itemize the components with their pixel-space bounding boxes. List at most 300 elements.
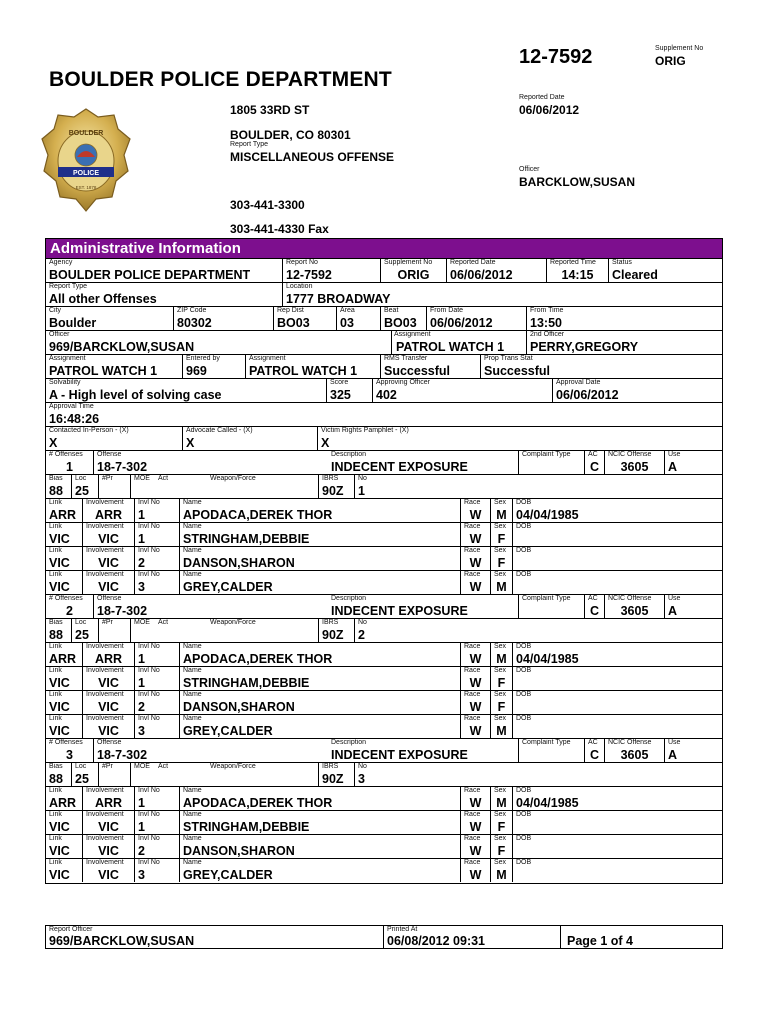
race-label: Race: [464, 691, 481, 698]
involvement-label: Involvement: [86, 523, 124, 530]
rep-time: 14:15: [561, 268, 594, 282]
race: W: [469, 820, 482, 834]
person-name: STRINGHAM,DEBBIE: [183, 676, 310, 690]
involvement: VIC: [98, 676, 119, 690]
offense-label: Offense: [97, 595, 122, 602]
bias: 88: [49, 484, 63, 498]
link: ARR: [49, 508, 77, 522]
description: INDECENT EXPOSURE: [331, 748, 468, 762]
use: A: [668, 460, 678, 474]
apprtime-label: Approval Time: [49, 403, 94, 410]
person-name: APODACA,DEREK THOR: [183, 796, 333, 810]
num-offenses-label: # Offenses: [49, 451, 83, 458]
description-label: Description: [331, 595, 367, 602]
supp-label: Supplement No: [384, 259, 433, 266]
loc: 25: [75, 628, 89, 642]
printed-at: 06/08/2012 09:31: [387, 934, 486, 948]
badge-est-text: EST. 1878: [75, 185, 97, 190]
report-type: MISCELLANEOUS OFFENSE: [230, 150, 395, 164]
weapon-label: Weapon/Force: [210, 475, 256, 482]
bias: 88: [49, 772, 63, 786]
apprdate-label: Approval Date: [556, 379, 601, 386]
involvement: ARR: [94, 508, 123, 522]
loc-label: Loc: [75, 763, 87, 770]
invl-no-label: Invl No: [138, 787, 160, 794]
rtype-label: Report Type: [49, 283, 88, 290]
ibrs: 90Z: [322, 628, 344, 642]
name-label: Name: [183, 571, 202, 578]
person-name: STRINGHAM,DEBBIE: [183, 532, 310, 546]
person-name: GREY,CALDER: [183, 868, 273, 882]
pr-label: #Pr: [102, 763, 113, 770]
police-badge-logo: [40, 105, 132, 215]
offense-row: [46, 594, 722, 618]
link-label: Link: [49, 787, 62, 794]
involvement-label: Involvement: [86, 811, 124, 818]
administrative-form: [45, 238, 723, 884]
offense-row: [46, 738, 722, 762]
num-offenses-label: # Offenses: [49, 739, 83, 746]
race: W: [469, 844, 482, 858]
description: INDECENT EXPOSURE: [331, 460, 468, 474]
dob-label: DOB: [516, 523, 532, 530]
person-name: GREY,CALDER: [183, 724, 273, 738]
person-row: [46, 858, 722, 882]
sex: F: [497, 532, 506, 546]
involvement-label: Involvement: [86, 643, 124, 650]
off2-label: 2nd Officer: [530, 331, 565, 338]
link: ARR: [49, 796, 77, 810]
ncic-label: NCIC Offense: [608, 595, 652, 602]
row-officer: [46, 330, 722, 354]
person-row: [46, 522, 722, 546]
advocate: X: [186, 436, 195, 450]
num-offenses: 2: [66, 604, 73, 618]
invl-no-label: Invl No: [138, 667, 160, 674]
ac-label: AC: [588, 451, 598, 458]
act-label: Act: [158, 763, 169, 770]
row-city: [46, 306, 722, 330]
race-label: Race: [464, 643, 481, 650]
ncic: 3605: [620, 460, 649, 474]
dob-label: DOB: [516, 643, 532, 650]
description-label: Description: [331, 739, 367, 746]
repdist: BO03: [277, 316, 310, 330]
involvement-label: Involvement: [86, 547, 124, 554]
bias-label: Bias: [49, 763, 63, 770]
phone: 303-441-3300: [230, 198, 305, 212]
link-label: Link: [49, 643, 62, 650]
person-name: DANSON,SHARON: [183, 700, 295, 714]
link-label: Link: [49, 715, 62, 722]
person-name: GREY,CALDER: [183, 580, 273, 594]
status: Cleared: [612, 268, 658, 282]
sex-label: Sex: [494, 523, 507, 530]
invl-no: 2: [138, 556, 145, 570]
contact: X: [49, 436, 58, 450]
bias-row: [46, 474, 722, 498]
address-line-2: BOULDER, CO 80301: [230, 128, 351, 142]
name-label: Name: [183, 547, 202, 554]
invl-no-label: Invl No: [138, 859, 160, 866]
victim: X: [321, 436, 330, 450]
num-offenses: 3: [66, 748, 73, 762]
link-label: Link: [49, 811, 62, 818]
ncic: 3605: [620, 748, 649, 762]
invl-no: 3: [138, 868, 145, 882]
loc-label: Loc: [75, 475, 87, 482]
dob: 04/04/1985: [516, 508, 579, 522]
act-label: Act: [158, 475, 169, 482]
race-label: Race: [464, 499, 481, 506]
area-label: Area: [340, 307, 355, 314]
person-name: DANSON,SHARON: [183, 556, 295, 570]
rep-time-label: Reported Time: [550, 259, 596, 266]
section-header: Administrative Information: [46, 239, 722, 258]
report-no-label: Report No: [286, 259, 318, 266]
address-line-1: 1805 33RD ST: [230, 103, 310, 117]
loc-label: Loc: [75, 619, 87, 626]
involvement-label: Involvement: [86, 835, 124, 842]
person-row: [46, 666, 722, 690]
apprtime: 16:48:26: [49, 412, 100, 426]
name-label: Name: [183, 643, 202, 650]
assign3: PATROL WATCH 1: [249, 364, 358, 378]
city-label: City: [49, 307, 62, 314]
ibrs: 90Z: [322, 484, 344, 498]
contact-label: Contacted In-Person - (X): [49, 427, 129, 434]
invl-no-label: Invl No: [138, 691, 160, 698]
link-label: Link: [49, 691, 62, 698]
offense-label: Offense: [97, 739, 122, 746]
involvement: VIC: [98, 844, 119, 858]
name-label: Name: [183, 859, 202, 866]
involvement-label: Involvement: [86, 787, 124, 794]
name-label: Name: [183, 787, 202, 794]
race: W: [469, 508, 482, 522]
ac-label: AC: [588, 739, 598, 746]
race: W: [469, 580, 482, 594]
assign-label: Assignment: [394, 331, 431, 338]
link: VIC: [49, 868, 70, 882]
advocate-label: Advocate Called - (X): [186, 427, 253, 434]
person-name: APODACA,DEREK THOR: [183, 652, 333, 666]
area: 03: [340, 316, 354, 330]
involvement: VIC: [98, 724, 119, 738]
report-no: 12-7592: [286, 268, 332, 282]
sex: M: [496, 868, 507, 882]
name-label: Name: [183, 691, 202, 698]
sex-label: Sex: [494, 835, 507, 842]
invl-no: 3: [138, 580, 145, 594]
involvement-label: Involvement: [86, 859, 124, 866]
invl-no-label: Invl No: [138, 811, 160, 818]
involvement: VIC: [98, 820, 119, 834]
sex: M: [496, 796, 507, 810]
person-row: [46, 570, 722, 594]
reported-date: 06/06/2012: [519, 103, 580, 117]
race: W: [469, 700, 482, 714]
involvement: VIC: [98, 868, 119, 882]
supplement-no: ORIG: [655, 54, 686, 68]
dob-label: DOB: [516, 811, 532, 818]
dob-label: DOB: [516, 667, 532, 674]
ncic: 3605: [620, 604, 649, 618]
bias-row: [46, 762, 722, 786]
supp: ORIG: [397, 268, 430, 282]
city: Boulder: [49, 316, 97, 330]
invl-no: 1: [138, 676, 145, 690]
act-label: Act: [158, 619, 169, 626]
race: W: [469, 796, 482, 810]
sex: M: [496, 580, 507, 594]
offense-code: 18-7-302: [97, 460, 148, 474]
report-type-label: Report Type: [230, 141, 269, 148]
sex: F: [497, 844, 506, 858]
score-label: Score: [330, 379, 349, 386]
link-label: Link: [49, 667, 62, 674]
sex-label: Sex: [494, 715, 507, 722]
dob-label: DOB: [516, 547, 532, 554]
assign2: PATROL WATCH 1: [49, 364, 158, 378]
no: 1: [358, 484, 365, 498]
assign: PATROL WATCH 1: [396, 340, 505, 354]
sex: F: [497, 820, 506, 834]
person-row: [46, 786, 722, 810]
race-label: Race: [464, 715, 481, 722]
row-report-type: [46, 282, 722, 306]
person-row: [46, 498, 722, 522]
description-label: Description: [331, 451, 367, 458]
pr-label: #Pr: [102, 619, 113, 626]
report-officer-label: Report Officer: [49, 926, 93, 933]
use-label: Use: [668, 739, 681, 746]
loc: 25: [75, 772, 89, 786]
invl-no: 2: [138, 700, 145, 714]
rep-date: 06/06/2012: [450, 268, 513, 282]
off2: PERRY,GREGORY: [530, 340, 639, 354]
use-label: Use: [668, 595, 681, 602]
complaint-type-label: Complaint Type: [522, 739, 571, 746]
sex: M: [496, 652, 507, 666]
moe-label: MOE: [134, 763, 150, 770]
invl-no: 2: [138, 844, 145, 858]
sex: F: [497, 556, 506, 570]
apprv: 402: [376, 388, 397, 402]
race-label: Race: [464, 787, 481, 794]
race-label: Race: [464, 835, 481, 842]
officer-field: 969/BARCKLOW,SUSAN: [49, 340, 195, 354]
use-label: Use: [668, 451, 681, 458]
link: VIC: [49, 724, 70, 738]
sex: F: [497, 700, 506, 714]
rep-date-label: Reported Date: [450, 259, 496, 266]
invl-no-label: Invl No: [138, 715, 160, 722]
person-row: [46, 834, 722, 858]
race: W: [469, 532, 482, 546]
dob: 04/04/1985: [516, 652, 579, 666]
apprdate: 06/06/2012: [556, 388, 619, 402]
invl-no-label: Invl No: [138, 571, 160, 578]
rtype: All other Offenses: [49, 292, 157, 306]
sex-label: Sex: [494, 811, 507, 818]
link: VIC: [49, 844, 70, 858]
num-offenses-label: # Offenses: [49, 595, 83, 602]
offense-code: 18-7-302: [97, 604, 148, 618]
name-label: Name: [183, 523, 202, 530]
involvement: VIC: [98, 532, 119, 546]
weapon-label: Weapon/Force: [210, 619, 256, 626]
invl-no-label: Invl No: [138, 835, 160, 842]
name-label: Name: [183, 811, 202, 818]
dob-label: DOB: [516, 571, 532, 578]
moe-label: MOE: [134, 619, 150, 626]
badge-bottom-text: POLICE: [72, 170, 100, 177]
solv-label: Solvability: [49, 379, 81, 386]
sex: F: [497, 676, 506, 690]
location: 1777 BROADWAY: [286, 292, 391, 306]
dob-label: DOB: [516, 691, 532, 698]
repdist-label: Rep Dist: [277, 307, 304, 314]
invl-no-label: Invl No: [138, 523, 160, 530]
involvement: ARR: [94, 652, 123, 666]
link-label: Link: [49, 499, 62, 506]
dob-label: DOB: [516, 787, 532, 794]
solv: A - High level of solving case: [49, 388, 222, 402]
fax: 303-441-4330 Fax: [230, 222, 329, 236]
sex-label: Sex: [494, 571, 507, 578]
ibrs-label: IBRS: [322, 619, 339, 626]
offense-row: [46, 450, 722, 474]
involvement-label: Involvement: [86, 499, 124, 506]
offense-label: Offense: [97, 451, 122, 458]
link: ARR: [49, 652, 77, 666]
involvement: ARR: [94, 796, 123, 810]
race: W: [469, 652, 482, 666]
row-approval-time: [46, 402, 722, 426]
invl-no: 3: [138, 724, 145, 738]
enteredby-label: Entered by: [186, 355, 220, 362]
bias-label: Bias: [49, 619, 63, 626]
sex: M: [496, 724, 507, 738]
race-label: Race: [464, 571, 481, 578]
ac: C: [589, 460, 600, 474]
moe-label: MOE: [134, 475, 150, 482]
loc: 25: [75, 484, 89, 498]
no: 2: [358, 628, 365, 642]
report-number: 12-7592: [519, 46, 593, 68]
bias-row: [46, 618, 722, 642]
no-label: No: [358, 475, 367, 482]
officer-field-label: Officer: [49, 331, 70, 338]
location-label: Location: [286, 283, 313, 290]
link: VIC: [49, 580, 70, 594]
involvement: VIC: [98, 556, 119, 570]
invl-no: 1: [138, 532, 145, 546]
person-name: STRINGHAM,DEBBIE: [183, 820, 310, 834]
dob-label: DOB: [516, 859, 532, 866]
involvement: VIC: [98, 700, 119, 714]
race-label: Race: [464, 859, 481, 866]
fromdate-label: From Date: [430, 307, 464, 314]
link: VIC: [49, 556, 70, 570]
link-label: Link: [49, 571, 62, 578]
apprv-label: Approving Officer: [376, 379, 430, 386]
row-assignment: [46, 354, 722, 378]
enteredby: 969: [186, 364, 207, 378]
ibrs-label: IBRS: [322, 763, 339, 770]
use: A: [668, 748, 678, 762]
weapon-label: Weapon/Force: [210, 763, 256, 770]
assign3-label: Assignment: [249, 355, 286, 362]
fromtime: 13:50: [530, 316, 562, 330]
race: W: [469, 676, 482, 690]
involvement-label: Involvement: [86, 691, 124, 698]
involvement-label: Involvement: [86, 667, 124, 674]
row-agency: [46, 258, 722, 282]
link-label: Link: [49, 547, 62, 554]
invl-no: 1: [138, 820, 145, 834]
invl-no-label: Invl No: [138, 643, 160, 650]
sex-label: Sex: [494, 643, 507, 650]
report-officer: 969/BARCKLOW,SUSAN: [49, 934, 195, 948]
supplement-no-label: Supplement No: [655, 45, 704, 52]
page-number: Page 1 of 4: [567, 934, 633, 948]
link-label: Link: [49, 835, 62, 842]
link: VIC: [49, 700, 70, 714]
involvement: VIC: [98, 580, 119, 594]
invl-no: 1: [138, 652, 145, 666]
race-label: Race: [464, 547, 481, 554]
race-label: Race: [464, 523, 481, 530]
use: A: [668, 604, 678, 618]
link-label: Link: [49, 859, 62, 866]
row-contacts: [46, 426, 722, 450]
no-label: No: [358, 619, 367, 626]
race: W: [469, 556, 482, 570]
ac: C: [589, 748, 600, 762]
zip-label: ZIP Code: [177, 307, 207, 314]
victim-label: Victim Rights Pamphlet - (X): [321, 427, 409, 434]
race: W: [469, 868, 482, 882]
ac-label: AC: [588, 595, 598, 602]
agency-label: Agency: [49, 259, 73, 266]
printed-label: Printed At: [387, 926, 418, 933]
invl-no: 1: [138, 508, 145, 522]
dob-label: DOB: [516, 835, 532, 842]
person-row: [46, 546, 722, 570]
ncic-label: NCIC Offense: [608, 451, 652, 458]
person-name: APODACA,DEREK THOR: [183, 508, 333, 522]
complaint-type-label: Complaint Type: [522, 451, 571, 458]
sex-label: Sex: [494, 859, 507, 866]
officer-name: BARCKLOW,SUSAN: [519, 175, 635, 189]
sex: M: [496, 508, 507, 522]
link-label: Link: [49, 523, 62, 530]
beat-label: Beat: [384, 307, 399, 314]
person-row: [46, 690, 722, 714]
involvement-label: Involvement: [86, 571, 124, 578]
person-row: [46, 810, 722, 834]
agency: BOULDER POLICE DEPARTMENT: [49, 268, 251, 282]
reported-date-label: Reported Date: [519, 94, 565, 101]
sex-label: Sex: [494, 691, 507, 698]
rms-label: RMS Transfer: [384, 355, 428, 362]
ac: C: [589, 604, 600, 618]
involvement-label: Involvement: [86, 715, 124, 722]
dob-label: DOB: [516, 499, 532, 506]
invl-no-label: Invl No: [138, 499, 160, 506]
